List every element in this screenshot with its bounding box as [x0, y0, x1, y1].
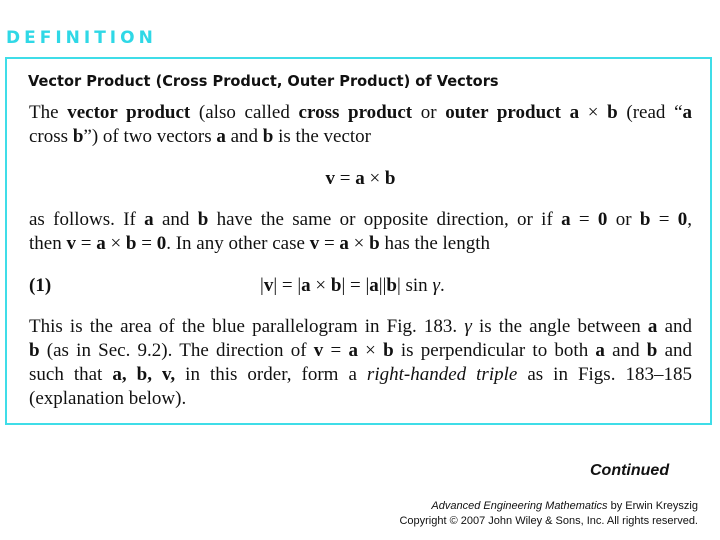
text-segment: = [136, 233, 157, 254]
text-segment: b [607, 102, 618, 123]
text-segment: such that [29, 364, 113, 385]
text-line [29, 316, 692, 338]
credit [399, 499, 698, 529]
text-segment: This is the area of the blue parallelogram in Fig. 183. [29, 316, 465, 337]
text-segment: ”) of two vectors [83, 126, 217, 147]
text-segment: has the length [379, 233, 490, 254]
text-segment: cross [29, 126, 73, 147]
text-segment: × [310, 275, 331, 296]
formula-line [29, 168, 692, 190]
text-segment: = [570, 209, 598, 230]
text-segment: and [657, 340, 693, 361]
text-segment: (also called [190, 102, 299, 123]
text-segment: then [29, 233, 67, 254]
text-segment: and [225, 126, 263, 147]
text-segment: b [384, 168, 396, 189]
text-segment: is the angle between [471, 316, 648, 337]
continued-label: Continued [590, 462, 670, 479]
text-segment: vector product [67, 102, 191, 123]
definition-heading: Vector Product (Cross Product, Outer Product) of Vectors [28, 72, 499, 90]
text-segment: b [386, 275, 397, 296]
text-segment: v [313, 340, 324, 361]
text-segment: γ [432, 275, 440, 296]
text-segment: × [348, 233, 370, 254]
text-segment: in this order, form a [175, 364, 367, 385]
text-line [29, 388, 692, 410]
text-segment: v [309, 233, 320, 254]
text-segment: = [319, 233, 340, 254]
text-segment: × [364, 168, 385, 189]
text-segment: | = | [273, 275, 302, 296]
text-segment: a [647, 316, 658, 337]
text-segment: b [646, 340, 658, 361]
text-segment: a [216, 126, 226, 147]
text-segment: 0 [156, 233, 167, 254]
text-segment: is the vector [273, 126, 371, 147]
text-segment: as in Figs. 183–185 [517, 364, 692, 385]
book-title: Advanced Engineering Mathematics [431, 500, 608, 512]
text-segment: as follows. If [29, 209, 145, 230]
text-segment: (read “ [617, 102, 683, 123]
text-segment [561, 102, 570, 123]
text-segment: | [260, 275, 264, 296]
text-segment: | sin [396, 275, 433, 296]
text-segment: or [607, 209, 640, 230]
text-segment: . In any other case [166, 233, 310, 254]
text-segment: v [66, 233, 76, 254]
text-segment: γ [464, 316, 472, 337]
text-segment: right-handed triple [366, 364, 518, 385]
text-segment: b [29, 340, 40, 361]
equation-1 [260, 275, 445, 297]
text-segment: × [579, 102, 608, 123]
text-segment: = [75, 233, 97, 254]
author: by Erwin Kreyszig [607, 500, 698, 512]
text-segment: v [325, 168, 335, 189]
text-segment: . [439, 275, 445, 296]
definition-label: DEFINITION [6, 28, 157, 48]
text-segment: is perpendicular to both [393, 340, 596, 361]
text-segment: (as in Sec. 9.2). The direction of [39, 340, 314, 361]
text-segment: a [355, 168, 365, 189]
text-segment: b [72, 126, 84, 147]
text-line [29, 364, 692, 386]
text-segment: a [682, 102, 693, 123]
text-line [29, 340, 692, 362]
text-segment: b [330, 275, 342, 296]
text-segment: × [105, 233, 126, 254]
text-segment: a [96, 233, 106, 254]
text-segment: = [323, 340, 349, 361]
text-segment: b [125, 233, 137, 254]
text-segment: a [301, 275, 311, 296]
text-line [29, 126, 371, 148]
text-segment: || [378, 275, 387, 296]
text-segment: (1) [29, 275, 52, 296]
text-segment: b [369, 233, 380, 254]
text-segment: and [604, 340, 647, 361]
text-segment: have the same or opposite direction, or if [208, 209, 562, 230]
text-segment: a [369, 275, 379, 296]
text-segment: cross product [298, 102, 413, 123]
text-segment: a [595, 340, 605, 361]
text-segment: × [357, 340, 384, 361]
text-segment: a [144, 209, 154, 230]
text-segment: = [650, 209, 678, 230]
text-line [29, 233, 692, 255]
text-segment: = [334, 168, 356, 189]
text-segment: | = | [341, 275, 370, 296]
text-segment: The [29, 102, 68, 123]
text-segment: 0 [677, 209, 688, 230]
text-segment: a [348, 340, 358, 361]
text-segment: , [687, 209, 693, 230]
text-segment: b [197, 209, 209, 230]
text-segment: b [383, 340, 394, 361]
text-segment: a, b, v, [112, 364, 176, 385]
text-segment: v [263, 275, 274, 296]
text-segment: or [412, 102, 446, 123]
text-segment: b [639, 209, 651, 230]
text-segment: a [569, 102, 580, 123]
text-segment: b [262, 126, 274, 147]
copyright: Copyright © 2007 John Wiley & Sons, Inc. All rights reserved. [399, 515, 698, 527]
text-segment: a [339, 233, 349, 254]
text-segment: a [561, 209, 571, 230]
text-segment: and [657, 316, 693, 337]
text-segment: and [153, 209, 198, 230]
text-segment: 0 [597, 209, 608, 230]
text-line [29, 209, 692, 231]
text-segment: outer product [445, 102, 561, 123]
text-segment: (explanation below). [29, 388, 187, 409]
text-line [29, 102, 692, 124]
